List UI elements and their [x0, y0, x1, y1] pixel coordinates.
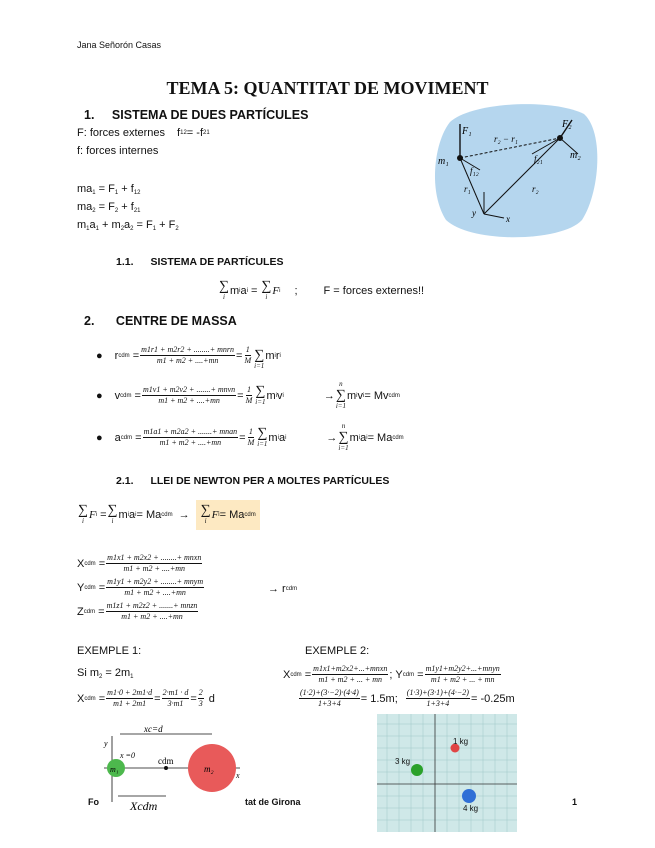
t: = F — [95, 201, 115, 213]
s: i — [239, 288, 241, 294]
t: m — [118, 509, 128, 521]
sum-lo: i=1 — [257, 439, 268, 448]
example-2-general: X cdm = $\frac{\text{m1x1+m2x2+...+mnxn}}{m1 + m2 + ... + mn}$ ; Y cdm = $\frac{\text{m1y1+m2y2+...+mnyn}}{m1 + m2 + ... + mn}$ — [283, 664, 500, 684]
t: v — [114, 389, 121, 402]
numerator: m1·0 + 2m1·d — [107, 688, 153, 697]
t: Z — [77, 605, 84, 618]
fraction — [312, 664, 388, 685]
denominator: 3·m1 — [167, 699, 184, 708]
denominator: m1 + m2 + ... + mn — [318, 675, 383, 684]
sum-symbol: ∑ i — [261, 279, 272, 301]
denominator: m1 + m2 + ....+mn — [156, 356, 219, 365]
s: 2 — [175, 226, 179, 232]
numerator: 2 — [198, 688, 203, 697]
s: cdm — [290, 671, 302, 678]
sum-symbol: ∑ i — [107, 503, 118, 525]
s: 1 — [95, 226, 99, 232]
s: cdm — [84, 695, 96, 702]
t: m — [266, 389, 276, 402]
s: 1 — [92, 190, 96, 196]
fraction — [406, 688, 470, 709]
fraction — [162, 688, 190, 709]
fraction — [143, 427, 239, 448]
label-xc: xc=d — [144, 724, 163, 734]
r-cdm-arrow — [268, 583, 297, 595]
s: i — [363, 392, 365, 399]
bullet: ● — [96, 389, 103, 402]
s: 1 — [130, 674, 134, 680]
t: Y — [77, 581, 85, 594]
t: a — [114, 431, 121, 444]
s: i — [274, 352, 276, 359]
t: m — [346, 389, 357, 402]
numerator: m1y1+m2y2+...+mnyn — [425, 664, 500, 673]
numerator: 1 — [245, 345, 250, 354]
sum-symbol: ∑ i=1 — [255, 383, 266, 406]
section-2-1-heading — [116, 475, 389, 487]
t: v — [357, 389, 363, 402]
denominator: 3 — [198, 699, 203, 708]
t: ma — [77, 201, 93, 213]
highlighted-result — [196, 500, 260, 530]
s: i — [95, 512, 98, 518]
section-1-1-heading — [116, 256, 283, 268]
numerator: m1a1 + m2a2 + .......+ mnan — [143, 427, 238, 436]
t: = Mv — [364, 389, 389, 402]
t: = Ma — [367, 431, 393, 444]
numerator: 2·m1 · d — [162, 688, 189, 697]
particle-m2 — [557, 135, 563, 141]
label-x: x — [506, 214, 510, 224]
label-r2-r1: r₂ − r₁ — [494, 134, 518, 144]
s: cdm — [285, 586, 298, 592]
t: a — [124, 219, 131, 231]
label-cdm: cdm — [158, 756, 174, 766]
section-title: CENTRE DE MASSA — [115, 314, 237, 328]
t: m — [349, 431, 359, 444]
forces-internes-line: f: forces internes — [77, 145, 159, 157]
particle-m1 — [457, 155, 463, 161]
s: i — [277, 434, 279, 441]
s: i — [366, 434, 368, 441]
sum-symbol: ∑ i=1 — [257, 425, 268, 448]
x-cdm-formula: X cdm = $\frac{\text{m1x1 + m2x2 + ........+ mnxn}}{m1 + m2 + ....+mn}$ — [77, 553, 202, 573]
t: r — [114, 349, 119, 362]
t: = F — [133, 219, 153, 231]
numerator: 1 — [246, 385, 251, 394]
s: 12 — [133, 190, 141, 196]
section-number: 2.1. — [116, 475, 134, 487]
denominator: m1 + m2 + ....+mn — [121, 612, 183, 621]
label-1kg: 1 kg — [453, 737, 469, 746]
label-y: y — [104, 739, 108, 748]
s: i — [282, 392, 284, 399]
separator: ; — [294, 285, 298, 297]
section-number: 2. — [84, 314, 95, 328]
page-title: TEMA 5: QUANTITAT DE MOVIMENT — [166, 78, 489, 98]
s: i — [279, 288, 281, 294]
label-m1: m₁ — [110, 765, 119, 774]
s: 1 — [114, 190, 119, 196]
sum-symbol: ∑ i — [200, 503, 211, 525]
eq-1 — [77, 183, 141, 196]
section-title: SISTEMA DE DUES PARTÍCULES — [111, 108, 309, 122]
s: i — [246, 288, 248, 294]
label: F: forces externes — [77, 127, 166, 139]
denominator: 1+3+4 — [317, 699, 341, 708]
s: 2 — [99, 674, 103, 680]
t: a — [129, 509, 136, 521]
t: + f — [118, 183, 134, 195]
denominator: m1 + m2 + ....+mn — [158, 396, 220, 405]
t: a — [89, 219, 96, 231]
sum-index: i — [265, 293, 268, 301]
fraction — [140, 345, 235, 366]
subscript: 21 — [203, 130, 210, 136]
s: i — [218, 512, 220, 518]
subscript: 12 — [180, 130, 187, 136]
s: cdm — [84, 584, 96, 591]
sum-symbol: ∑ i — [219, 279, 229, 301]
label-3kg: 3 kg — [395, 757, 411, 766]
t: v — [276, 389, 283, 402]
s: 2 — [92, 208, 96, 214]
sum-symbol: ∑ i — [78, 503, 88, 525]
t: = 1.5m; — [360, 692, 398, 705]
t: r — [275, 349, 280, 362]
s: 1 — [152, 226, 157, 232]
arrow: → — [323, 389, 335, 402]
t: = -0.25m — [470, 692, 515, 705]
s: cdm — [118, 352, 130, 359]
denominator: 1+3+4 — [426, 699, 450, 708]
note: F = forces externes!! — [323, 285, 425, 297]
t: + f — [118, 201, 134, 213]
t: X — [283, 668, 291, 681]
t: F — [272, 285, 280, 297]
t: Y — [395, 668, 403, 681]
label-F1: F₁ — [462, 126, 472, 137]
fraction — [425, 664, 501, 685]
example-2-grid-figure — [377, 714, 517, 832]
label-F2: F₂ — [562, 119, 572, 130]
sum-index: i — [82, 517, 84, 525]
fraction — [247, 427, 256, 448]
sum-symbol: ∑ i=1 — [254, 348, 265, 370]
sum-lo: i=1 — [335, 402, 346, 410]
denominator: M — [244, 356, 252, 365]
denominator: M — [245, 396, 253, 405]
denominator: m1 + m2 + ....+mn — [159, 438, 222, 447]
bullet: ● — [96, 349, 103, 362]
section-title: LLEI DE NEWTON PER A MOLTES PARTÍCULES — [150, 475, 390, 487]
s: cdm — [84, 560, 96, 567]
label-r2: r₂ — [532, 184, 539, 194]
s: i — [279, 352, 281, 359]
numerator: m1y1 + m2y2 + ........+ mnym — [107, 577, 204, 586]
section-2-heading — [84, 314, 237, 328]
y-cdm-formula: Y cdm = $\frac{\text{m1y1 + m2y2 + ........+ mnym}}{m1 + m2 + ....+mn}$ — [77, 577, 204, 597]
s: i — [127, 512, 129, 518]
label-m2: m₂ — [570, 150, 581, 161]
t: a — [278, 431, 286, 444]
label-m1: m₁ — [438, 156, 449, 167]
s: cdm — [120, 392, 132, 399]
s: i — [275, 392, 277, 399]
fraction — [198, 688, 204, 709]
s: cdm — [83, 608, 96, 615]
s: 21 — [133, 208, 141, 214]
t: Si m — [77, 667, 99, 679]
t: = Ma — [136, 509, 162, 521]
label-f12: f₁₂ — [470, 166, 479, 176]
label-4kg: 4 kg — [463, 804, 479, 813]
label-x: x — [236, 771, 240, 780]
t: X — [77, 557, 85, 570]
denominator: M — [247, 438, 255, 447]
s: 2 — [130, 226, 134, 232]
footer-mid: tat de Girona — [245, 797, 301, 807]
denominator: m1 + m2 + ....+mn — [123, 564, 186, 573]
label-m2: m₂ — [204, 764, 214, 774]
t: a — [360, 431, 367, 444]
sum-lo: i=1 — [338, 444, 349, 452]
numerator: m1x1+m2x2+...+mnxn — [313, 664, 388, 673]
t: a — [240, 285, 247, 297]
s: i — [135, 512, 137, 518]
two-particle-diagram — [432, 102, 602, 240]
t: ; — [389, 668, 393, 681]
fraction — [106, 577, 204, 598]
numerator: m1z1 + m2z2 + .......+ mnzn — [106, 601, 198, 610]
numerator: 1 — [248, 427, 253, 436]
author: Jana Señorón Casas — [77, 40, 162, 50]
numerator: m1r1 + m2r2 + ........+ mnrn — [141, 345, 235, 354]
s: cdm — [392, 434, 404, 441]
t: ma — [77, 183, 93, 195]
t: m — [77, 219, 87, 231]
example-1-title: EXEMPLE 1: — [77, 645, 142, 657]
t: = 2m — [102, 667, 131, 679]
sum-hi: n — [339, 380, 343, 388]
s: cdm — [161, 512, 173, 518]
numerator: m1x1 + m2x2 + ........+ mnxn — [107, 553, 202, 562]
t: m — [229, 285, 240, 297]
denominator: m1 + 2m1 — [113, 699, 147, 708]
s: cdm — [244, 512, 256, 518]
sum-lo: i=1 — [254, 362, 265, 370]
fraction — [299, 688, 360, 709]
footer-left: Fo — [88, 797, 99, 807]
label-x0: x =0 — [120, 751, 135, 760]
symbol: f — [177, 127, 181, 139]
text: = -f — [186, 127, 203, 139]
numerator: (1·2)+(3·−2)·(4·4) — [300, 688, 359, 697]
eq-2 — [77, 201, 141, 214]
s: 2 — [114, 208, 119, 214]
numerator: m1v1 + m2v2 + .......+ mnvn — [142, 385, 236, 394]
s: cdm — [120, 434, 133, 441]
t: X — [77, 692, 85, 705]
example-1-condition — [77, 667, 134, 680]
bullet: ● — [96, 431, 103, 444]
v-cdm-formula: ● v cdm = $\frac{\text{m1v1 + m2v2 + .......+ mnvn}}{m1 + m2 + ....+mn}$ = $\frac{1}{M}$ ∑ i=1 m i v i → n ∑ i=1 m i v i = Mv cdm — [96, 380, 400, 410]
page-number: 1 — [572, 797, 578, 807]
t: + m — [98, 219, 121, 231]
fraction — [142, 385, 236, 406]
label-y: y — [472, 208, 476, 218]
example-1-figure — [100, 722, 250, 814]
t: = Ma — [219, 509, 245, 521]
t: d — [208, 692, 215, 705]
denominator: m1 + m2 + ....+mn — [124, 588, 186, 597]
newton-sum-eq: ∑ i m i a i = ∑ i F i ; F = forces externes!! — [219, 279, 425, 301]
r-cdm-formula: ● r cdm = $\frac{\text{m1r1 + m2r2 + ........+ mnrn}}{m1 + m2 + ....+mn}$ = $\frac{1}{M}$ ∑ i=1 m i r i — [96, 340, 281, 371]
section-number: 1. — [84, 108, 95, 122]
s: cdm — [402, 671, 415, 678]
sum-symbol: n ∑ i=1 — [338, 422, 349, 452]
t: = — [100, 509, 107, 521]
arrow: → — [326, 431, 338, 444]
example-2-title: EXEMPLE 2: — [305, 645, 370, 657]
section-number: 1.1. — [116, 256, 134, 268]
t: m — [268, 431, 278, 444]
forces-externes-line — [77, 127, 210, 139]
label-xcdm: Xcdm — [130, 799, 158, 813]
sum-index: i — [111, 517, 114, 525]
mass-3kg — [411, 764, 423, 776]
s: cdm — [388, 392, 400, 399]
label-r1: r₁ — [464, 184, 471, 194]
fraction — [245, 385, 254, 406]
sum-hi: n — [341, 422, 346, 430]
sum-index: i — [204, 517, 207, 525]
section-title: SISTEMA DE PARTÍCULES — [150, 256, 284, 268]
t: m — [265, 349, 275, 362]
t: → r — [268, 583, 286, 595]
t: F — [211, 509, 219, 521]
fraction — [243, 345, 252, 366]
sum-symbol: n ∑ i=1 — [335, 380, 346, 410]
sum-index: i — [223, 293, 225, 301]
t: = F — [95, 183, 115, 195]
s: i — [285, 434, 287, 441]
a-cdm-formula: ● a cdm = $\frac{\text{m1a1 + m2a2 + .......+ mnan}}{m1 + m2 + ....+mn}$ = $\frac{1}{M}$ ∑ i=1 m i a i → n ∑ i=1 m i a i = Ma cdm — [96, 422, 404, 452]
mass-4kg — [462, 789, 476, 803]
newton-many-particles-eq — [77, 500, 260, 530]
example-1-xcdm: X cdm = $\frac{m1\cdot 0 + 2m1\cdot d}{m1 + 2m1}$ = $\frac{2\cdot m1 \cdot d}{3\cdot m1}$ = $\frac{2}{3}$ d — [77, 688, 215, 708]
section-1-heading — [84, 108, 308, 122]
s: 2 — [120, 226, 125, 232]
s: i — [358, 434, 361, 441]
example-2-calc — [298, 688, 515, 709]
label-f21: f₂₁ — [534, 154, 543, 164]
fraction — [106, 601, 199, 622]
denominator: m1 + m2 + ... + mn — [430, 675, 495, 684]
cdm-point — [164, 766, 168, 770]
numerator: (1·3)+(3·1)+(4·−2) — [406, 688, 469, 697]
t: F — [88, 509, 96, 521]
z-cdm-formula: Z cdm = $\frac{\text{m1z1 + m2z2 + .......+ mnzn}}{m1 + m2 + ....+mn}$ — [77, 601, 198, 621]
fraction — [106, 688, 153, 709]
s: 1 — [86, 226, 90, 232]
arrow: → — [178, 509, 190, 521]
fraction — [106, 553, 202, 574]
sum-lo: i=1 — [255, 397, 266, 406]
eq-3 — [77, 219, 179, 232]
t: + F — [156, 219, 176, 231]
s: i — [356, 392, 358, 399]
